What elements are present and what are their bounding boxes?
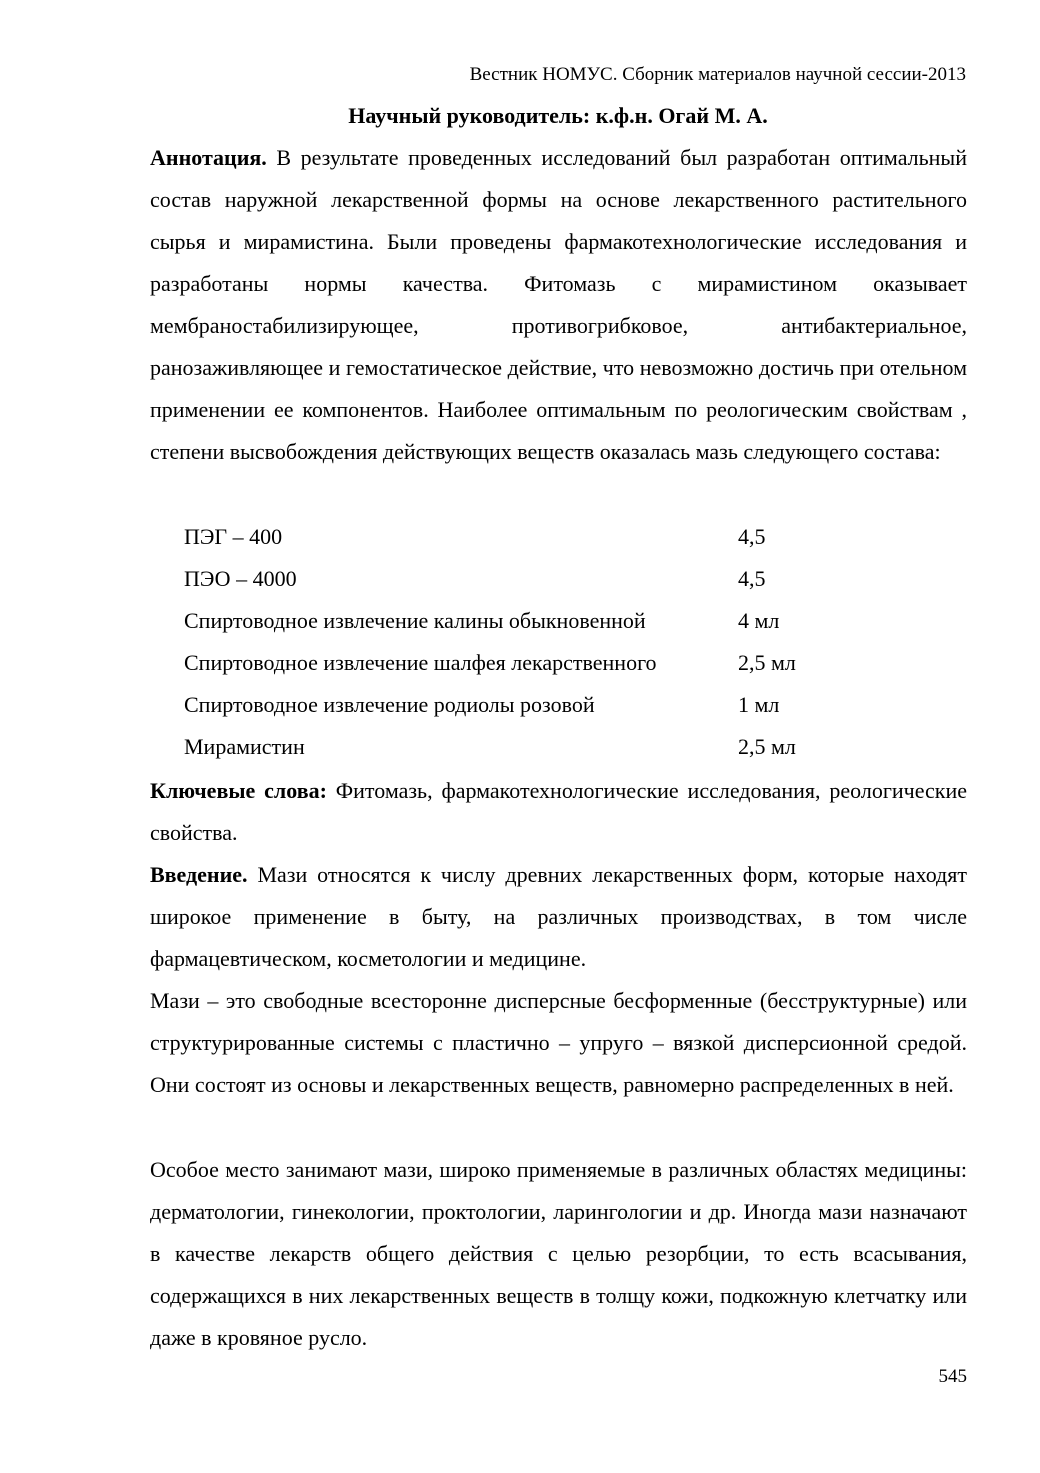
ingredient-name: Спиртоводное извлечение калины обыкновенной bbox=[184, 608, 646, 633]
ingredient-name: Спиртоводное извлечение шалфея лекарственного bbox=[184, 650, 657, 675]
composition-row bbox=[184, 516, 884, 558]
introduction-text: Мази относятся к числу древних лекарственных форм, которые находят широкое применение в быту, на различных производствах, в том числе фармацевтическом, косметологии и медицине. bbox=[150, 862, 967, 971]
ingredient-amount: 2,5 мл bbox=[738, 650, 796, 675]
body-paragraph: Мази – это свободные всесторонне дисперсные бесформенные (бесструктурные) или структурированные системы с пластично – упруго – вязкой дисперсионной средой. Они состоят из основы и лекарственных веществ, равномерно распределенных в ней. bbox=[150, 988, 967, 1097]
abstract-text: В результате проведенных исследований был разработан оптимальный состав наружной лекарственной формы на основе лекарственного растительного сырья и мирамистина. Были проведены фармакотехнологические исследования и разработаны нормы качества. Фитомазь с мирамистином оказывает мембраностабилизирующее, противогрибковое, антибактериальное, ранозаживляющее и гемостатическое действие, что невозможно достичь при отельном применении ее компонентов. Наиболее оптимальным по реологическим свойствам , степени высвобождения действующих веществ оказалась мазь следующего состава: bbox=[150, 145, 967, 464]
page-number: 545 bbox=[938, 1366, 967, 1387]
ingredient-name: Мирамистин bbox=[184, 734, 305, 759]
ingredient-amount: 4,5 bbox=[738, 566, 766, 591]
supervisor-line: Научный руководитель: к.ф.н. Огай М. А. bbox=[348, 103, 768, 128]
abstract-paragraph bbox=[150, 137, 967, 473]
ingredient-amount: 4 мл bbox=[738, 608, 780, 633]
keywords-text: Фитомазь, фармакотехнологические исследования, реологические свойства. bbox=[150, 778, 968, 845]
introduction-paragraph bbox=[150, 854, 967, 980]
composition-row bbox=[184, 642, 884, 684]
composition-row bbox=[184, 558, 884, 600]
ingredient-amount: 1 мл bbox=[738, 692, 780, 717]
composition-row bbox=[184, 684, 884, 726]
abstract-label: Аннотация. bbox=[150, 145, 267, 170]
keywords-paragraph bbox=[150, 770, 967, 854]
ingredient-name: ПЭГ – 400 bbox=[184, 524, 283, 549]
composition-row bbox=[184, 726, 884, 768]
running-header: Вестник НОМУС. Сборник материалов научной сессии-2013 bbox=[469, 64, 966, 85]
composition-list bbox=[184, 516, 884, 768]
ingredient-amount: 4,5 bbox=[738, 524, 766, 549]
ingredient-name: Спиртоводное извлечение родиолы розовой bbox=[184, 692, 595, 717]
keywords-label: Ключевые слова: bbox=[150, 778, 327, 803]
ingredient-amount: 2,5 мл bbox=[738, 734, 796, 759]
introduction-label: Введение. bbox=[150, 862, 248, 887]
body-paragraph: Особое место занимают мази, широко применяемые в различных областях медицины: дерматологии, гинекологии, проктологии, ларингологии и др. Иногда мази назначают в качестве лекарств общего действия с целью резорбции, то есть всасывания, содержащихся в них лекарственных веществ в толщу кожи, подкожную клетчатку или даже в кровяное русло. bbox=[150, 1157, 967, 1350]
composition-row bbox=[184, 600, 884, 642]
ingredient-name: ПЭО – 4000 bbox=[184, 566, 297, 591]
